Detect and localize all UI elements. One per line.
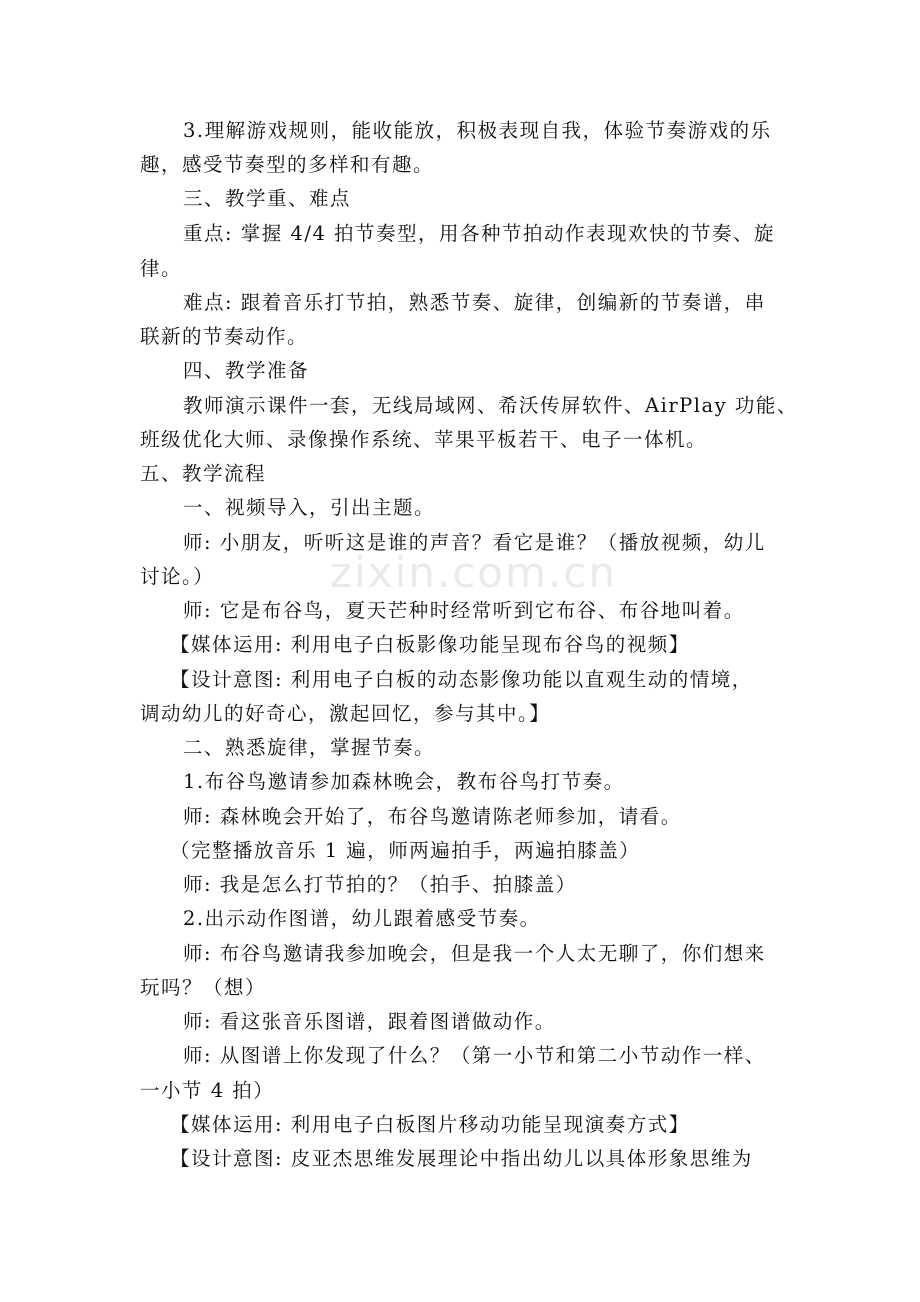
- text-line: 联新的节奏动作。: [140, 325, 309, 348]
- subsection-heading: 一、视频导入，引出主题。: [183, 496, 436, 519]
- text-line: 师: 看这张音乐图谱，跟着图谱做动作。: [183, 1010, 556, 1033]
- text-line: 3.理解游戏规则，能收能放，积极表现自我，体验节奏游戏的乐: [183, 119, 772, 142]
- text-line: 调动幼儿的好奇心，激起回忆，参与其中。】: [140, 702, 551, 725]
- text-line: 师: 从图谱上你发现了什么？（第一小节和第二小节动作一样、: [183, 1044, 766, 1067]
- text-line: 重点: 掌握 4/4 拍节奏型，用各种节拍动作表现欢快的节奏、旋: [183, 222, 776, 245]
- section-heading: 三、教学重、难点: [183, 187, 352, 210]
- section-heading: 四、教学准备: [183, 359, 310, 382]
- text-line: 玩吗？（想）: [140, 976, 267, 999]
- text-line: 师: 布谷鸟邀请我参加晚会，但是我一个人太无聊了，你们想来: [183, 942, 766, 965]
- text-line: 班级优化大师、录像操作系统、苹果平板若干、电子一体机。: [140, 428, 708, 451]
- subsection-heading: 二、熟悉旋律，掌握节奏。: [183, 736, 436, 759]
- text-line: 师: 森林晚会开始了，布谷鸟邀请陈老师参加，请看。: [183, 805, 682, 828]
- text-line: 【设计意图: 皮亚杰思维发展理论中指出幼儿以具体形象思维为: [170, 1147, 753, 1170]
- watermark: zixin.com.cn: [330, 548, 617, 597]
- text-line: 一小节 4 拍）: [140, 1079, 275, 1102]
- text-line: 讨论。）: [140, 565, 215, 588]
- text-line: 趣，感受节奏型的多样和有趣。: [140, 153, 435, 176]
- text-line: 【媒体运用: 利用电子白板影像功能呈现布谷鸟的视频】: [170, 633, 690, 656]
- section-heading: 五、教学流程: [140, 462, 267, 485]
- text-line: 师: 它是布谷鸟，夏天芒种时经常听到它布谷、布谷地叫着。: [183, 599, 745, 622]
- text-line: 【媒体运用: 利用电子白板图片移动功能呈现演奏方式】: [170, 1113, 690, 1136]
- text-line: 教师演示课件一套，无线局域网、希沃传屏软件、AirPlay 功能、: [183, 394, 798, 417]
- text-line: （完整播放音乐 1 遍，师两遍拍手，两遍拍膝盖）: [170, 839, 641, 862]
- text-line: 律。: [140, 257, 183, 280]
- text-line: 师: 小朋友，听听这是谁的声音？看它是谁？（播放视频，幼儿: [183, 531, 766, 554]
- text-line: 2.出示动作图谱，幼儿跟着感受节奏。: [183, 907, 541, 930]
- text-line: 1.布谷鸟邀请参加森林晚会，教布谷鸟打节奏。: [183, 770, 625, 793]
- text-line: 师: 我是怎么打节拍的？（拍手、拍膝盖）: [183, 873, 577, 896]
- text-line: 【设计意图: 利用电子白板的动态影像功能以直观生动的情境，: [170, 668, 753, 691]
- text-line: 难点: 跟着音乐打节拍，熟悉节奏、旋律，创编新的节奏谱，串: [183, 291, 766, 314]
